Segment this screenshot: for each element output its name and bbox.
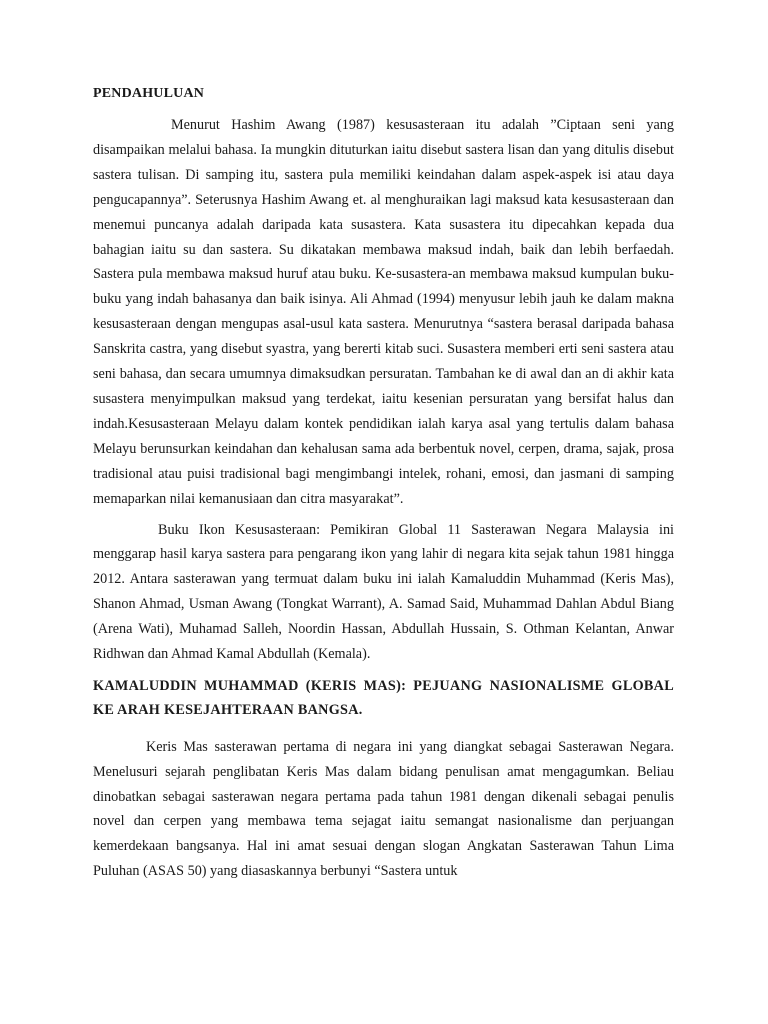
keris-mas-paragraph: Keris Mas sasterawan pertama di negara ini yang diangkat sebagai Sasterawan Negara. Menelusuri sejarah penglibatan Keris Mas dalam bidang penulisan amat mengagumkan. Beliau dinobatkan sebagai sasterawan negara pertama pada tahun 1981 dengan dikenali sebagai penulis novel dan cerpen yang membawa tema sejagat iaitu semangat nasionalisme dan perjuangan kemerdekaan bangsanya. Hal ini amat sesuai dengan slogan Angkatan Sasterawan Tahun Lima Puluhan (ASAS 50) yang diasaskannya berbunyi “Sastera untuk xyxy=(93,738,674,880)
intro-paragraph: Menurut Hashim Awang (1987) kesusasteraan itu adalah ”Ciptaan seni yang disampaikan melalui bahasa. Ia mungkin dituturkan iaitu disebut sastera lisan dan yang ditulis disebut sastera tulisan. Di samping itu, sastera pula memiliki keindahan dalam aspek-aspek isi atau daya pengucapannya”. Seterusnya Hashim Awang et. al menghuraikan lagi maksud kata kesusasteraan dan menemui puncanya adalah daripada kata susastera. Kata susastera itu dipecahkan kepada dua bahagian iaitu su dan sastera. Su dikatakan membawa maksud indah, baik dan lebih berfaedah. Sastera pula membawa maksud huruf atau buku. Ke-susastera-an membawa maksud kumpulan buku-buku yang indah bahasanya dan baik isinya. Ali Ahmad (1994) menyusur lebih jauh ke dalam makna kesusasteraan dengan mengupas asal-usul kata sastera. Menurutnya “sastera berasal daripada bahasa Sanskrita castra, yang disebut syastra, yang bererti kitab suci. Susastera memberi erti seni sastera atau seni bahasa, dan secara umumnya dimaksudkan persuratan. Tambahan ke di awal dan an di akhir kata susastera menyimpulkan maksud yang terdekat, iaitu kesenian persuratan yang bersifat halus dan indah.Kesusasteraan Melayu dalam kontek pendidikan ialah karya asal yang tertulis dalam bahasa Melayu berunsurkan keindahan dan kehalusan sama ada berbentuk novel, cerpen, drama, sajak, prosa tradisional atau puisi tradisional bagi mengimbangi intelek, rohani, emosi, dan jasmani di samping memaparkan nilai kemanusiaan dan citra masyarakat”. xyxy=(93,117,674,507)
section-heading: PENDAHULUAN xyxy=(93,86,205,101)
document-page xyxy=(93,86,674,884)
buku-ikon-paragraph: Buku Ikon Kesusasteraan: Pemikiran Global 11 Sasterawan Negara Malaysia ini menggarap hasil karya sastera para pengarang ikon yang lahir di negara kita sejak tahun 1981 hingga 2012. Antara sasterawan yang termuat dalam buku ini ialah Kamaluddin Muhammad (Keris Mas), Shanon Ahmad, Usman Awang (Tongkat Warrant), A. Samad Said, Muhammad Dahlan Abdul Biang (Arena Wati), Muhamad Salleh, Noordin Hassan, Abdullah Hussain, S. Othman Kelantan, Anwar Ridhwan dan Ahmad Kamal Abdullah (Kemala). xyxy=(93,521,674,663)
subsection-heading: KAMALUDDIN MUHAMMAD (KERIS MAS): PEJUANG NASIONALISME GLOBAL KE ARAH KESEJAHTERAAN BANGSA. xyxy=(93,677,674,719)
